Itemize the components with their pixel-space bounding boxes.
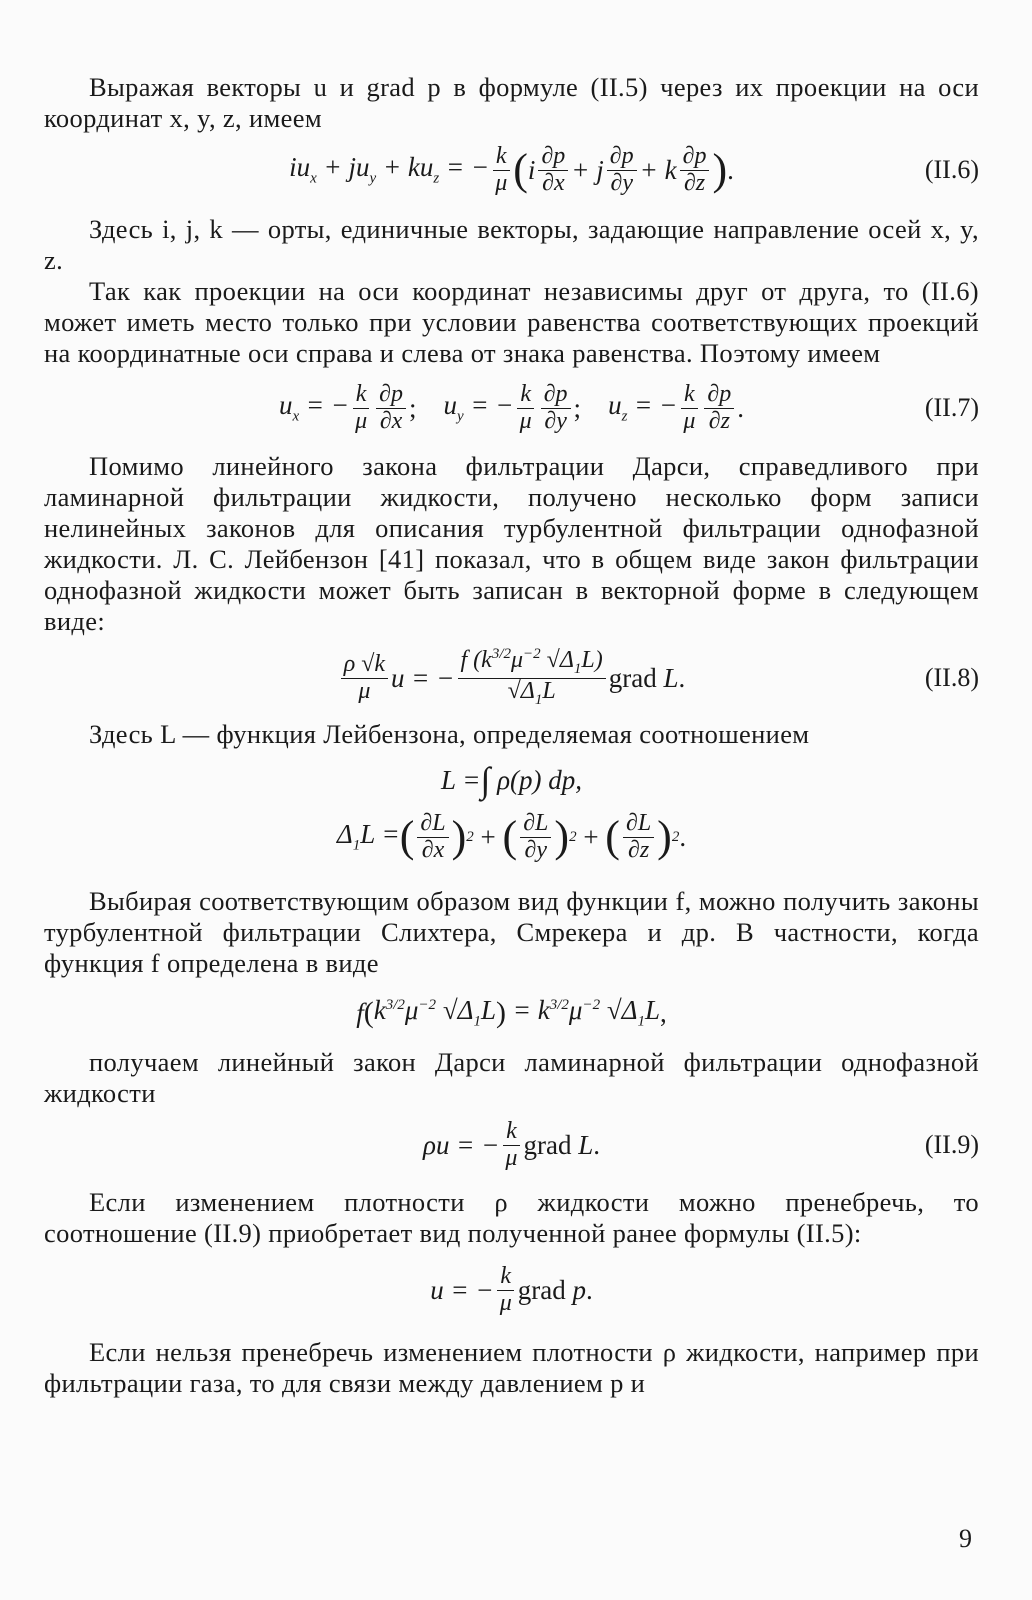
paragraph-6: Выбирая соответствующим образом вид функции f, можно получить законы турбулентной фильтрации Слихтера, Смрекера и др. В частности, когда функция f определена в виде (44, 886, 979, 978)
equation-f-definition: f ( $k^{3/2}\mu^{-2}$ $√\Delta_1L$ ) = $k^{3/2}\mu^{-2}$ $√\Delta_1L$ , (356, 995, 667, 1030)
equation-leibenzon-function: L = ∫ ρ(p) dp, (440, 760, 583, 800)
paragraph-8: Если изменением плотности ρ жидкости можно пренебречь, то соотношение (II.9) приобретает вид полученной ранее формулы (II.5): (44, 1187, 979, 1248)
equation-II-8: $\frac{\rho √k}{\mu}$ u = − $\frac{f (k^{3/2}\mu^{-2} √\Delta_1L)}{√\Delta_1L}$ grad L . (II.8) (44, 637, 979, 719)
equation-II-6: $iu_x + ju_y + ku_z$ = − $\frac{k}{\mu}$ ( i $\frac{\partial p}{\partial x}$ + j $\frac{\partial p}{\partial y}$ + k $\frac{\partial p}{\partial z}$ ) . (II.6) (289, 143, 979, 196)
paragraph-7: получаем линейный закон Дарси ламинарной фильтрации однофазной жидкости (44, 1047, 979, 1108)
page-body (44, 60, 979, 1399)
equation-II-9: ρu = − $\frac{k}{\mu}$ grad L . (II.9) (423, 1118, 979, 1171)
equation-number: (II.8) (924, 663, 979, 692)
paragraph-9: Если нельзя пренебречь изменением плотности ρ жидкости, например при фильтрации газа, то для связи между давлением p и (44, 1337, 979, 1398)
equation-number: (II.9) (924, 1130, 979, 1159)
paragraph-4: Помимо линейного закона фильтрации Дарси, справедливого при ламинарной фильтрации жидкости, получено несколько форм записи нелинейных законов для описания турбулентной фильтрации однофазной жидкости. Л. С. Лейбензон [41] показал, что в общем виде закон фильтрации однофазной жидкости может быть записан в векторной форме в следующем виде: (44, 451, 979, 636)
equation-darcy: u = − $\frac{k}{\mu}$ grad p . (430, 1263, 593, 1316)
paragraph-3: Так как проекции на оси координат независимы друг от друга, то (II.6) может иметь место только при условии равенства соответствующих проекций на координатные оси справа и слева от знака равенства. Поэтому имеем (44, 276, 979, 368)
equation-number: (II.6) (924, 155, 979, 184)
equation-II-7: $u_x$ = − $\frac{k}{\mu}$ $\frac{\partial p}{\partial x}$ ; $u_y$ = − $\frac{k}{\mu}$ $\frac{\partial p}{\partial y}$ ; $u_z$ = − $\frac{k}{\mu}$ $\frac{\partial p}{\partial z}$ . (II.7) (278, 381, 979, 434)
paragraph-5: Здесь L — функция Лейбензона, определяемая соотношением (89, 719, 810, 749)
equation-number: (II.7) (924, 393, 979, 422)
paragraph-2: Здесь i, j, k — орты, единичные векторы, задающие направление осей x, y, z. (44, 214, 979, 275)
equation-delta-L: $\Delta_1L$ = ( $\frac{\partial L}{\partial x}$ ) 2 + ( $\frac{\partial L}{\partial y}$ ) 2 + ( $\frac{\partial L}{\partial z}$ ) 2 . (336, 810, 687, 863)
paragraph-1: Выражая векторы u и grad p в формуле (II.5) через их проекции на оси координат x, y, z, имеем (44, 72, 979, 133)
page-number: 9 (959, 1524, 972, 1553)
